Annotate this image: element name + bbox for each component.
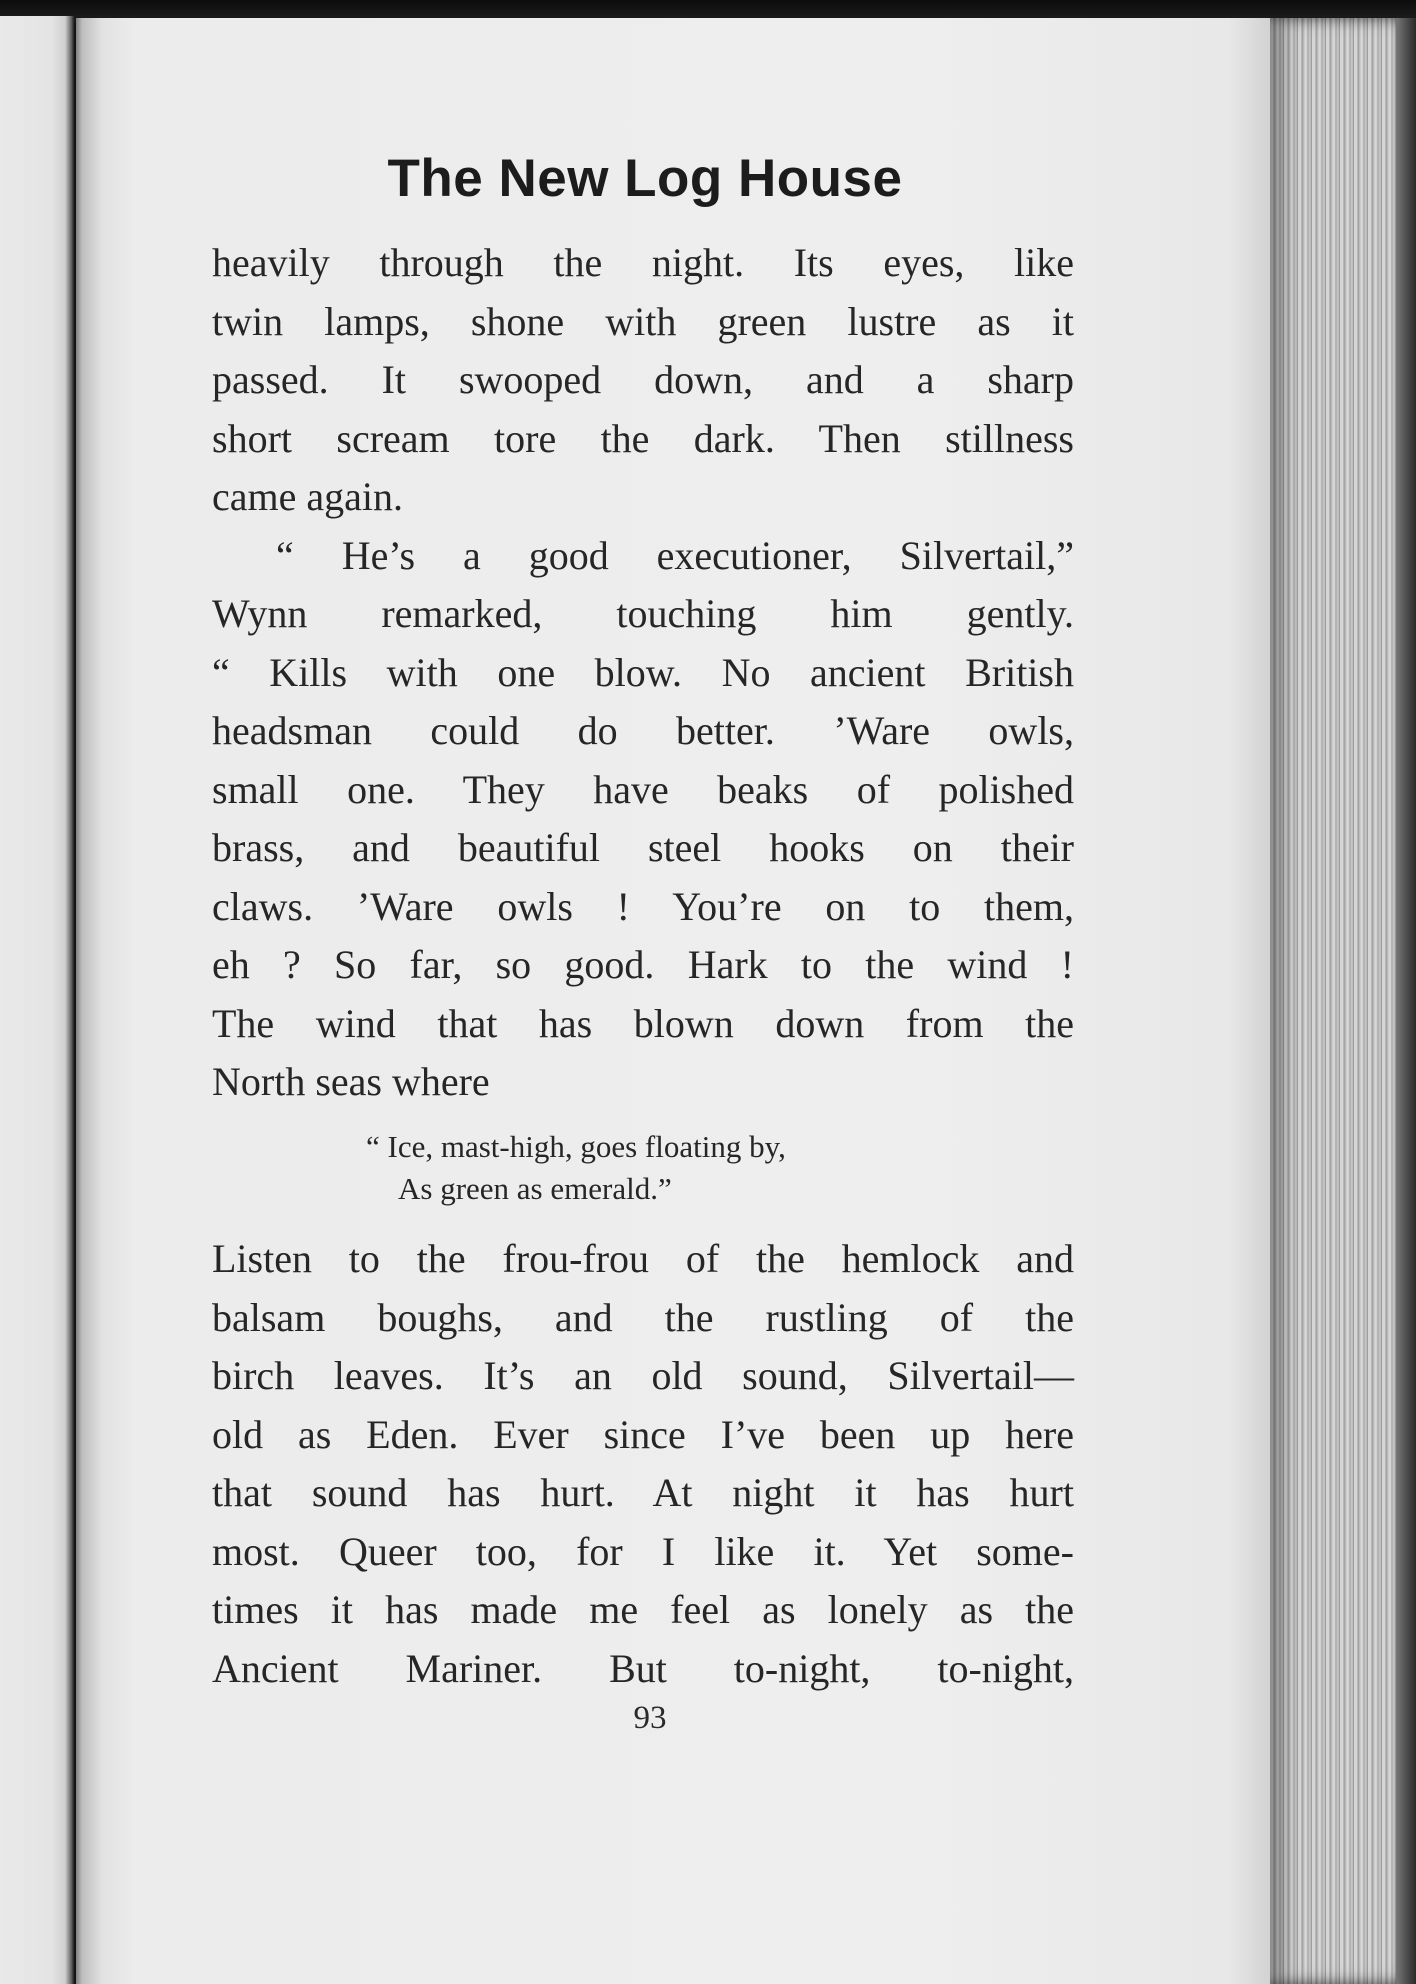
text-line: short scream tore the dark. Then stillness [212, 415, 1074, 461]
text-line: most. Queer too, for I like it. Yet some- [212, 1528, 1074, 1574]
text-line: birch leaves. It’s an old sound, Silvertail— [212, 1353, 1074, 1398]
text-line: Listen to the frou-frou of the hemlock and [212, 1236, 1074, 1281]
verse-quotation [366, 1126, 786, 1210]
verse-line: “ Ice, mast-high, goes floating by, [366, 1129, 786, 1164]
book-cover-edge [1396, 18, 1416, 1984]
left-page-edge [0, 16, 74, 1984]
text-line: The wind that has blown down from the [212, 1000, 1074, 1046]
text-line: “ Kills with one blow. No ancient British [212, 649, 1074, 695]
text-line: headsman could do better. ’Ware owls, [212, 708, 1074, 753]
text-line: claws. ’Ware owls ! You’re on to them, [212, 883, 1074, 929]
text-line: times it has made me feel as lonely as the [212, 1587, 1074, 1632]
text-line: small one. They have beaks of polished [212, 766, 1074, 812]
text-line: came again. [212, 474, 403, 519]
text-line: passed. It swooped down, and a sharp [212, 357, 1074, 402]
text-line: twin lamps, shone with green lustre as it [212, 298, 1074, 344]
text-line: that sound has hurt. At night it has hurt [212, 1470, 1074, 1515]
body-text-upper [212, 234, 1074, 1112]
text-line: “ He’s a good executioner, Silvertail,” [276, 532, 1074, 578]
body-text-lower [212, 1230, 1074, 1698]
text-line: Wynn remarked, touching him gently. [212, 591, 1074, 636]
text-line: brass, and beautiful steel hooks on their [212, 825, 1074, 870]
text-line: balsam boughs, and the rustling of the [212, 1294, 1074, 1340]
text-line: heavily through the night. Its eyes, like [212, 240, 1074, 285]
verse-line: As green as emerald.” [398, 1171, 672, 1206]
text-line: old as Eden. Ever since I’ve been up here [212, 1411, 1074, 1457]
text-line: Ancient Mariner. But to-night, to-night, [212, 1645, 1074, 1691]
page-edges [1270, 18, 1416, 1984]
text-line: eh ? So far, so good. Hark to the wind ! [212, 942, 1074, 987]
running-head: The New Log House [387, 149, 903, 208]
page-number: 93 [633, 1700, 667, 1736]
text-line: North seas where [212, 1059, 490, 1104]
